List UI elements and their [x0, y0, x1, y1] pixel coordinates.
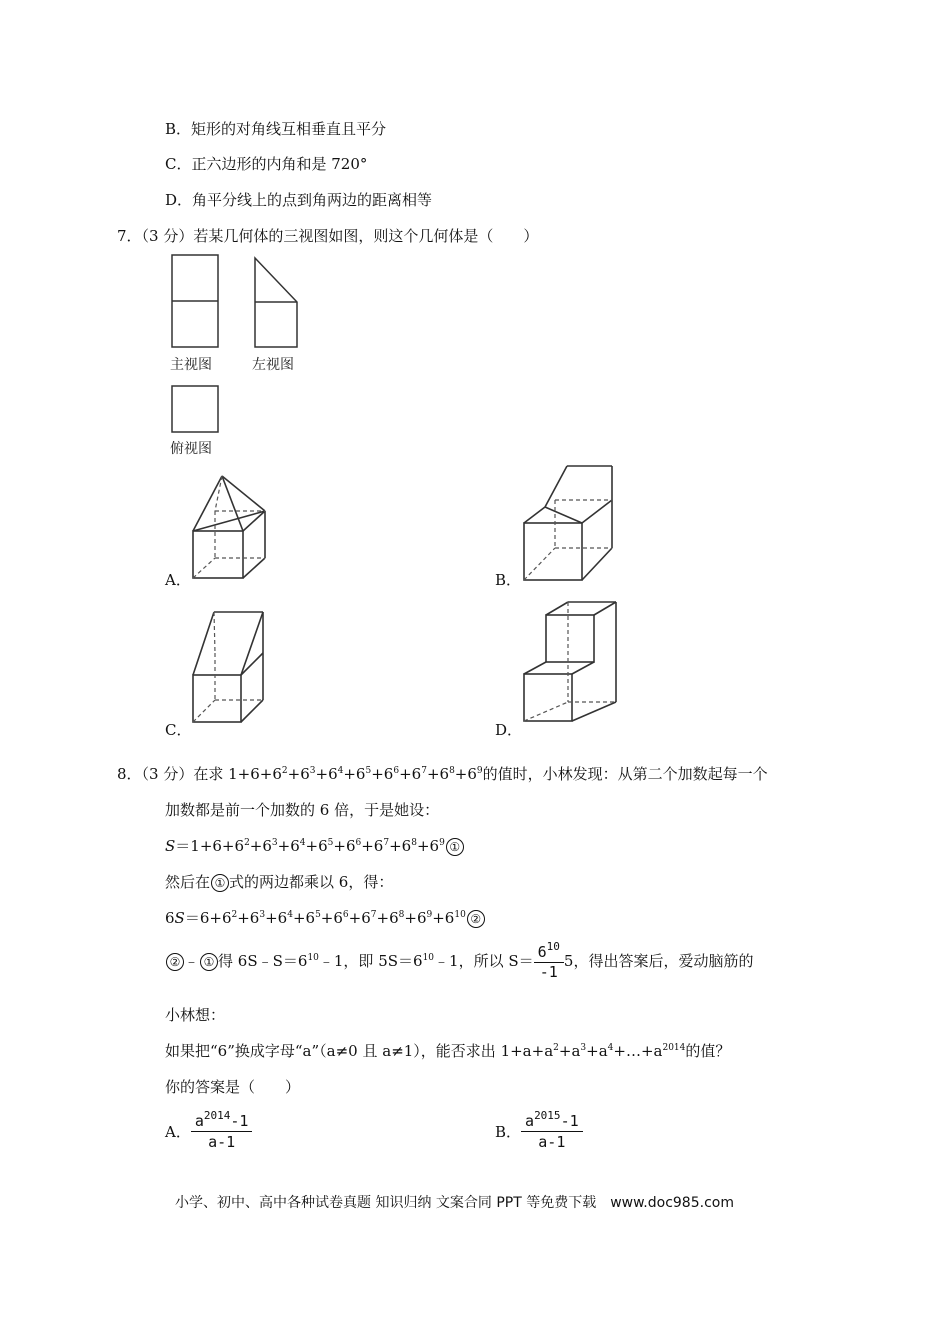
eq2-circled-label: ② — [467, 910, 485, 928]
q8-stem-b: 的值时，小林发现：从第二个加数起每一个 — [482, 765, 768, 783]
choice-a-den: a-1 — [208, 1133, 236, 1151]
choice-a-exp: 2014 — [203, 1109, 231, 1122]
question-8-stem: 8．（3 分）在求 $1+6+6^2+6^3+6^4+6^5+6^6+6^7+6^8+6^9$的值时，小林发现：从第二个加数起每一个 — [117, 765, 768, 783]
q7-choice-b-label: B． — [495, 571, 522, 589]
q8-ask-a: 如果把“6”换成字母“a”（a≠0 且 a≠1），能否求出 1+a+a — [165, 1042, 554, 1060]
q8-derive-b: ﹣1，即 5S＝6 — [318, 952, 423, 970]
q8-choice-a-label: A． — [165, 1123, 191, 1141]
solid-choice-a — [185, 470, 275, 585]
choice-b-den: a-1 — [538, 1133, 566, 1151]
option-d-prev: D．角平分线上的点到角两边的距离相等 — [165, 191, 433, 209]
q8-stem-a: 在求 1+6+6 — [193, 765, 282, 783]
eq2-ref-label: ② — [166, 953, 184, 971]
top-view-caption: 俯视图 — [170, 441, 212, 457]
q8-number: 8． — [117, 765, 142, 783]
solid-choice-d — [515, 597, 625, 727]
q8-mid2-text: 式的两边都乘以 6，得： — [229, 873, 394, 891]
q8-ask-c: 的值？ — [685, 1042, 731, 1060]
frac-num-exp: 10 — [546, 940, 560, 953]
fraction-6-10-over-5 — [534, 940, 564, 981]
q7-score: （3 分） — [141, 227, 194, 245]
q8-line2: 加数都是前一个加数的 6 倍，于是她设： — [165, 801, 440, 819]
q8-derive-c: ﹣1，所以 S＝ — [434, 952, 534, 970]
q8-choice-b — [495, 1109, 583, 1151]
question-7-stem — [117, 225, 538, 246]
left-view-caption: 左视图 — [252, 357, 294, 373]
q8-choice-b-label: B． — [495, 1123, 522, 1141]
q8-equation-2: $6S=6+6^2+6^3+6^4+6^5+6^6+6^7+6^8+6^9+6^{10}$ ② — [165, 907, 485, 928]
q7-choice-d-label: D． — [495, 721, 523, 739]
eq1-circled-label: ① — [446, 838, 464, 856]
q8-ask: 如果把“6”换成字母“a”（a≠0 且 a≠1），能否求出 $1+a+a^2+a^3+a^4+\dots+a^{2014}$的值？ — [165, 1042, 731, 1060]
q8-equation-1: $S=1+6+6^2+6^3+6^4+6^5+6^6+6^7+6^8+6^9$ ① — [165, 835, 464, 856]
choice-a-tail: -1 — [230, 1112, 249, 1130]
q7-text: 若某几何体的三视图如图，则这个几何体是（ ） — [193, 227, 539, 245]
q7-choice-a-label: A． — [165, 571, 191, 589]
eq1-ref-label-2: ① — [200, 953, 218, 971]
option-c-prev: C．正六边形的内角和是 720° — [165, 155, 368, 173]
choice-b-tail: -1 — [560, 1112, 579, 1130]
frac-num-base: 6 — [537, 943, 547, 961]
choice-b-base: a — [525, 1112, 535, 1130]
q8-choice-a — [165, 1109, 252, 1151]
q8-think: 小林想： — [165, 1006, 226, 1024]
frac-num-tail: -1 — [539, 963, 558, 981]
q7-number: 7． — [117, 227, 142, 245]
fraction-choice-b — [521, 1109, 583, 1151]
q8-ask-b: +…+a — [613, 1042, 663, 1060]
q8-multiply-step — [165, 871, 393, 892]
choice-a-base: a — [194, 1112, 204, 1130]
q8-mid-text: 然后在 — [165, 873, 211, 891]
q8-derive-a: 得 6S﹣S＝6 — [218, 952, 308, 970]
choice-b-exp: 2015 — [534, 1109, 561, 1122]
q8-score: （3 分） — [141, 765, 194, 783]
option-b-prev: B．矩形的对角线互相垂直且平分 — [165, 120, 387, 138]
front-view-caption: 主视图 — [170, 357, 212, 373]
solid-choice-c — [185, 605, 275, 730]
page-footer: 小学、初中、高中各种试卷真题 知识归纳 文案合同 PPT 等免费下载 www.doc985.com — [175, 1195, 734, 1211]
q8-derivation: ② ﹣ ① 得 $6S﹣S=6^{10}﹣1$，即 $5S=6^{10}﹣1$，所以 S＝ $\frac{6^{10}}{-1}5$，得出答案后，爱动脑筋的 — [165, 943, 753, 981]
q8-derive-d: ，得出答案后，爱动脑筋的 — [573, 952, 754, 970]
q7-choice-c-label: C． — [165, 721, 192, 739]
fraction-choice-a — [191, 1109, 253, 1151]
q8-answer-prompt: 你的答案是（ ） — [165, 1078, 301, 1096]
top-view-rect — [172, 386, 218, 432]
eq1-ref-label: ① — [211, 874, 229, 892]
frac-den: 5 — [563, 952, 574, 970]
q8-ask-exp: 2014 — [662, 1043, 686, 1053]
solid-choice-b — [515, 460, 625, 585]
